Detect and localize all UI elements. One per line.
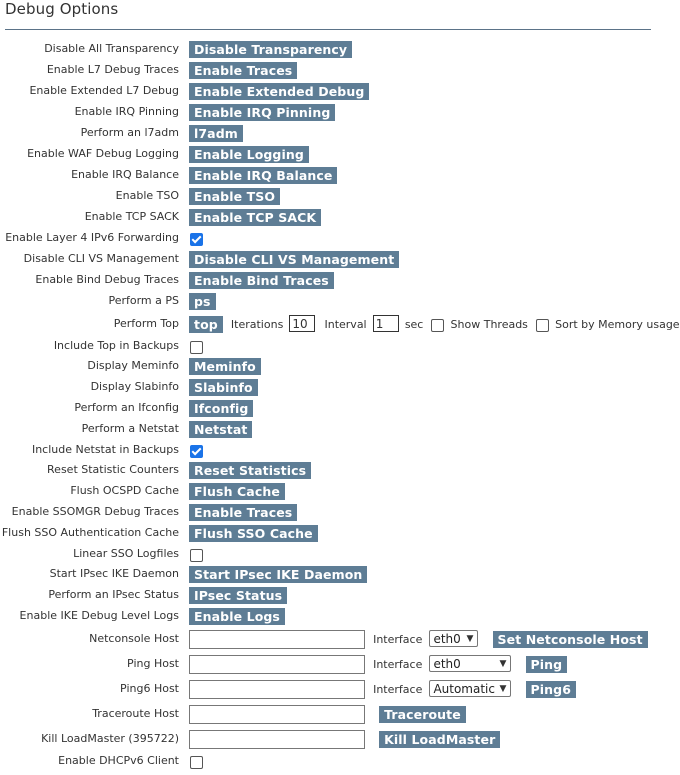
ping6-interface-select[interactable] [429, 680, 511, 697]
ping-host-input[interactable] [189, 655, 365, 674]
iterations-label: Iterations [230, 318, 284, 331]
label-ping: Ping Host [127, 657, 179, 670]
enable-tcp-sack-button[interactable]: Enable TCP SACK [189, 209, 321, 226]
top-button[interactable]: top [189, 316, 223, 333]
label-ipv6-forwarding: Enable Layer 4 IPv6 Forwarding [5, 231, 179, 244]
row-ipsec-ike [0, 565, 655, 586]
label-top-backups: Include Top in Backups [53, 339, 179, 352]
row-irq-balance [0, 166, 655, 187]
ping-interface-select[interactable] [429, 655, 511, 672]
disable-cli-vs-button[interactable]: Disable CLI VS Management [189, 251, 399, 268]
row-sso-cache [0, 524, 655, 545]
ifconfig-button[interactable]: Ifconfig [189, 400, 253, 417]
row-ps [0, 292, 655, 313]
row-ipv6-forwarding [0, 229, 655, 250]
row-waf-logging [0, 145, 655, 166]
label-extended-l7: Enable Extended L7 Debug [29, 84, 179, 97]
sort-memory-checkbox[interactable] [536, 319, 549, 332]
kill-loadmaster-button[interactable]: Kill LoadMaster [379, 731, 500, 748]
row-disable-transparency [0, 40, 655, 61]
interval-label: Interval [324, 318, 367, 331]
iterations-input[interactable]: 10 [289, 315, 315, 332]
label-irq-balance: Enable IRQ Balance [71, 168, 179, 181]
label-irq-pinning: Enable IRQ Pinning [74, 105, 179, 118]
label-l7adm: Perform an l7adm [80, 126, 179, 139]
interval-input[interactable]: 1 [373, 315, 399, 332]
ping6-host-input[interactable] [189, 680, 365, 699]
label-netstat-backups: Include Netstat in Backups [31, 443, 179, 456]
title-divider [5, 29, 651, 30]
row-ocspd-cache [0, 482, 655, 503]
row-sso-logfiles [0, 545, 655, 566]
label-sso-logfiles: Linear SSO Logfiles [73, 547, 179, 560]
netstat-backups-checkbox[interactable] [190, 445, 203, 458]
row-ping6 [0, 680, 655, 701]
row-netstat-backups [0, 441, 655, 462]
ipv6-forwarding-checkbox[interactable] [190, 233, 203, 246]
label-netstat: Perform a Netstat [81, 422, 179, 435]
label-dhcpv6: Enable DHCPv6 Client [58, 754, 179, 767]
flush-sso-cache-button[interactable]: Flush SSO Cache [189, 525, 318, 542]
row-dhcpv6 [0, 752, 655, 773]
meminfo-button[interactable]: Meminfo [189, 358, 261, 375]
label-tso: Enable TSO [115, 189, 179, 202]
label-ifconfig: Perform an Ifconfig [74, 401, 179, 414]
ping-interface-label: Interface [373, 658, 423, 671]
ping6-interface-value: Automatic [433, 682, 495, 696]
ipsec-status-button[interactable]: IPsec Status [189, 587, 287, 604]
row-traceroute [0, 705, 655, 726]
label-ping6: Ping6 Host [120, 682, 179, 695]
label-cli-vs: Disable CLI VS Management [23, 252, 179, 265]
row-slabinfo [0, 378, 655, 399]
row-netconsole [0, 630, 655, 651]
label-sso-cache: Flush SSO Authentication Cache [1, 526, 179, 539]
ping6-interface-label: Interface [373, 683, 423, 696]
page-title: Debug Options [5, 0, 119, 18]
row-top [0, 315, 680, 336]
reset-statistics-button[interactable]: Reset Statistics [189, 462, 311, 479]
row-meminfo [0, 357, 655, 378]
ps-button[interactable]: ps [189, 293, 216, 310]
label-ocspd-cache: Flush OCSPD Cache [70, 484, 179, 497]
ping6-button[interactable]: Ping6 [526, 681, 577, 698]
chevron-down-icon: ▼ [499, 684, 507, 694]
start-ipsec-ike-button[interactable]: Start IPsec IKE Daemon [189, 566, 367, 583]
label-slabinfo: Display Slabinfo [90, 380, 179, 393]
chevron-down-icon: ▼ [499, 659, 507, 669]
dhcpv6-checkbox[interactable] [190, 756, 203, 769]
label-reset-stats: Reset Statistic Counters [47, 463, 179, 476]
row-ssomgr-traces [0, 503, 655, 524]
row-top-backups [0, 337, 655, 358]
netconsole-interface-select[interactable] [429, 630, 478, 647]
label-ike-logs: Enable IKE Debug Level Logs [19, 609, 179, 622]
show-threads-label: Show Threads [450, 318, 528, 331]
label-waf-logging: Enable WAF Debug Logging [27, 147, 179, 160]
ping-interface-value: eth0 [433, 657, 461, 671]
row-tcp-sack [0, 208, 655, 229]
top-backups-checkbox[interactable] [190, 341, 203, 354]
row-extended-l7 [0, 82, 655, 103]
chevron-down-icon: ▼ [466, 634, 474, 644]
sort-memory-label: Sort by Memory usage [555, 318, 680, 331]
label-l7-traces: Enable L7 Debug Traces [46, 63, 179, 76]
slabinfo-button[interactable]: Slabinfo [189, 379, 258, 396]
row-tso [0, 187, 655, 208]
set-netconsole-host-button[interactable]: Set Netconsole Host [493, 631, 648, 648]
row-reset-stats [0, 461, 655, 482]
label-meminfo: Display Meminfo [87, 359, 179, 372]
row-kill-loadmaster [0, 730, 655, 751]
label-traceroute: Traceroute Host [92, 707, 179, 720]
enable-irq-balance-button[interactable]: Enable IRQ Balance [189, 167, 337, 184]
sso-logfiles-checkbox[interactable] [190, 549, 203, 562]
traceroute-button[interactable]: Traceroute [379, 706, 466, 723]
row-ipsec-status [0, 586, 655, 607]
row-cli-vs [0, 250, 655, 271]
row-irq-pinning [0, 103, 655, 124]
enable-waf-logging-button[interactable]: Enable Logging [189, 146, 309, 163]
enable-ike-logs-button[interactable]: Enable Logs [189, 608, 285, 625]
label-ipsec-status: Perform an IPsec Status [48, 588, 179, 601]
disable-transparency-button[interactable]: Disable Transparency [189, 41, 352, 58]
enable-extended-debug-button[interactable]: Enable Extended Debug [189, 83, 369, 100]
row-l7-traces [0, 61, 655, 82]
kill-loadmaster-input[interactable] [189, 730, 365, 749]
label-tcp-sack: Enable TCP SACK [84, 210, 179, 223]
sec-label: sec [404, 318, 424, 331]
row-l7adm [0, 124, 655, 145]
label-ps: Perform a PS [108, 294, 179, 307]
enable-tso-button[interactable]: Enable TSO [189, 188, 280, 205]
l7adm-button[interactable]: l7adm [189, 125, 243, 142]
label-netconsole: Netconsole Host [89, 632, 179, 645]
enable-l7-traces-button[interactable]: Enable Traces [189, 62, 297, 79]
enable-irq-pinning-button[interactable]: Enable IRQ Pinning [189, 104, 335, 121]
label-disable-transparency: Disable All Transparency [44, 42, 179, 55]
label-ipsec-ike: Start IPsec IKE Daemon [49, 567, 179, 580]
label-ssomgr-traces: Enable SSOMGR Debug Traces [11, 505, 179, 518]
ping-button[interactable]: Ping [526, 656, 568, 673]
row-ifconfig [0, 399, 655, 420]
label-bind-traces: Enable Bind Debug Traces [35, 273, 179, 286]
row-ping [0, 655, 655, 676]
enable-bind-traces-button[interactable]: Enable Bind Traces [189, 272, 334, 289]
row-netstat [0, 420, 655, 441]
label-kill-loadmaster: Kill LoadMaster (395722) [41, 732, 179, 745]
enable-ssomgr-traces-button[interactable]: Enable Traces [189, 504, 297, 521]
netconsole-host-input[interactable] [189, 630, 365, 649]
row-ike-logs [0, 607, 655, 628]
flush-ocspd-cache-button[interactable]: Flush Cache [189, 483, 285, 500]
netconsole-interface-label: Interface [373, 633, 423, 646]
netconsole-interface-value: eth0 [433, 632, 461, 646]
netstat-button[interactable]: Netstat [189, 421, 252, 438]
show-threads-checkbox[interactable] [431, 319, 444, 332]
row-bind-traces [0, 271, 655, 292]
traceroute-host-input[interactable] [189, 705, 365, 724]
label-top: Perform Top [113, 317, 179, 330]
